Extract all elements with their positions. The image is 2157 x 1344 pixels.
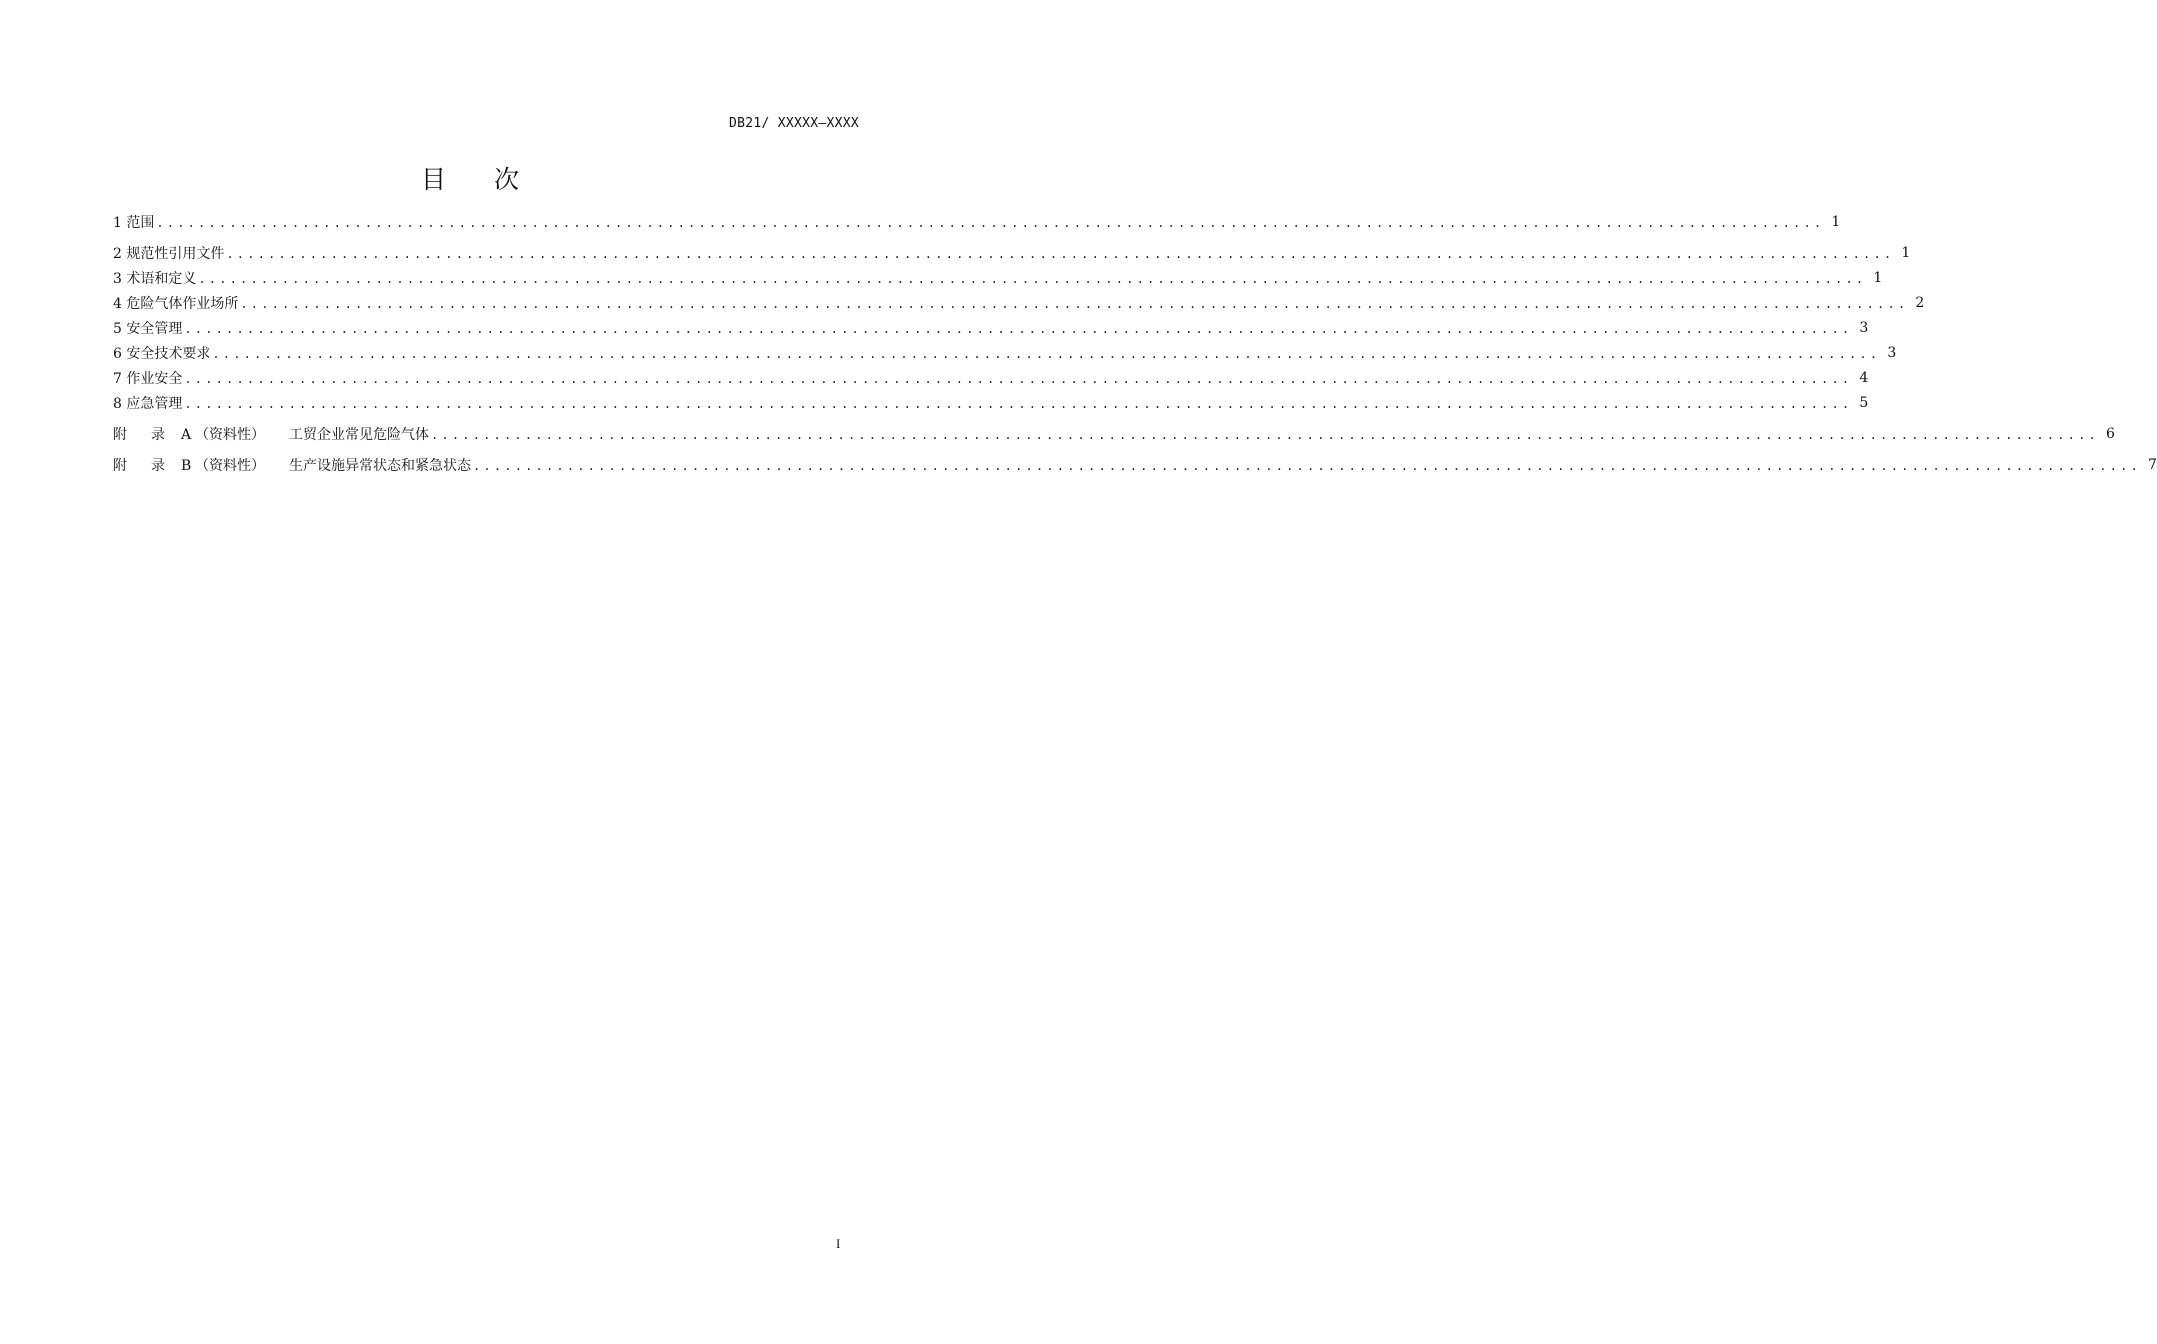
appendix-type: （资料性） xyxy=(195,458,265,474)
dot-leader: ................................................................................................................................................................ xyxy=(473,459,2141,473)
appendix-label xyxy=(113,455,473,475)
page-number: I xyxy=(836,1236,841,1251)
toc-entry-page: 3 xyxy=(1887,345,1897,361)
toc-entry-page: 4 xyxy=(1859,370,1869,386)
toc-entry-page: 3 xyxy=(1859,320,1869,336)
appendix-letter: B xyxy=(181,458,192,474)
toc-entry-page: 6 xyxy=(2106,426,2115,442)
appendix-label xyxy=(113,424,431,444)
dot-leader: ................................................................................................................................................................ xyxy=(212,347,1881,361)
toc-entry-label: 2 规范性引用文件 xyxy=(113,246,225,262)
appendix-type: （资料性） xyxy=(195,427,265,443)
appendix-word: 录 xyxy=(151,427,165,443)
document-code: DB21/ XXXXX—XXXX xyxy=(728,116,859,131)
toc-entry-scope[interactable] xyxy=(113,212,1841,232)
toc-entry-label: 6 安全技术要求 xyxy=(113,346,211,362)
toc-entry-label: 5 安全管理 xyxy=(113,321,183,337)
toc-entry-hazardous-gas-sites[interactable] xyxy=(113,293,1925,313)
toc-entry-page: 1 xyxy=(1831,214,1841,230)
dot-leader: ................................................................................................................................................................ xyxy=(184,397,1853,411)
toc-entry-operation-safety[interactable] xyxy=(113,368,1869,388)
toc-entry-label: 4 危险气体作业场所 xyxy=(113,296,239,312)
toc-entry-label: 7 作业安全 xyxy=(113,371,183,387)
toc-entry-page: 7 xyxy=(2148,457,2157,473)
toc-entry-page: 5 xyxy=(1859,395,1869,411)
toc-entry-page: 1 xyxy=(1901,245,1911,261)
toc-entry-safety-management[interactable] xyxy=(113,318,1869,338)
appendix-word: 录 xyxy=(151,458,165,474)
appendix-letter: A xyxy=(181,427,192,443)
dot-leader: ................................................................................................................................................................ xyxy=(226,247,1895,261)
dot-leader: ................................................................................................................................................................ xyxy=(156,216,1825,230)
toc-entry-emergency-management[interactable] xyxy=(113,393,1869,413)
toc-entry-appendix-b[interactable] xyxy=(113,455,2157,475)
dot-leader: ................................................................................................................................................................ xyxy=(184,372,1853,386)
toc-entry-page: 2 xyxy=(1915,295,1925,311)
toc-title: 目 次 xyxy=(421,165,539,194)
toc-entry-appendix-a[interactable] xyxy=(113,424,2115,444)
dot-leader: ................................................................................................................................................................ xyxy=(240,297,1909,311)
toc-entry-label: 1 范围 xyxy=(113,215,155,231)
appendix-title: 生产设施异常状态和紧急状态 xyxy=(289,458,471,474)
toc-entry-page: 1 xyxy=(1873,270,1883,286)
toc-entry-normative-references[interactable] xyxy=(113,243,1911,263)
toc-entry-label: 8 应急管理 xyxy=(113,396,183,412)
dot-leader: ................................................................................................................................................................ xyxy=(198,272,1867,286)
toc-entry-terms-definitions[interactable] xyxy=(113,268,1883,288)
appendix-prefix: 附 xyxy=(113,427,127,443)
appendix-title: 工贸企业常见危险气体 xyxy=(289,427,429,443)
appendix-prefix: 附 xyxy=(113,458,127,474)
toc-entry-safety-technical-requirements[interactable] xyxy=(113,343,1897,363)
dot-leader: ................................................................................................................................................................ xyxy=(184,322,1853,336)
dot-leader: ................................................................................................................................................................ xyxy=(431,428,2099,442)
toc-entry-label: 3 术语和定义 xyxy=(113,271,197,287)
